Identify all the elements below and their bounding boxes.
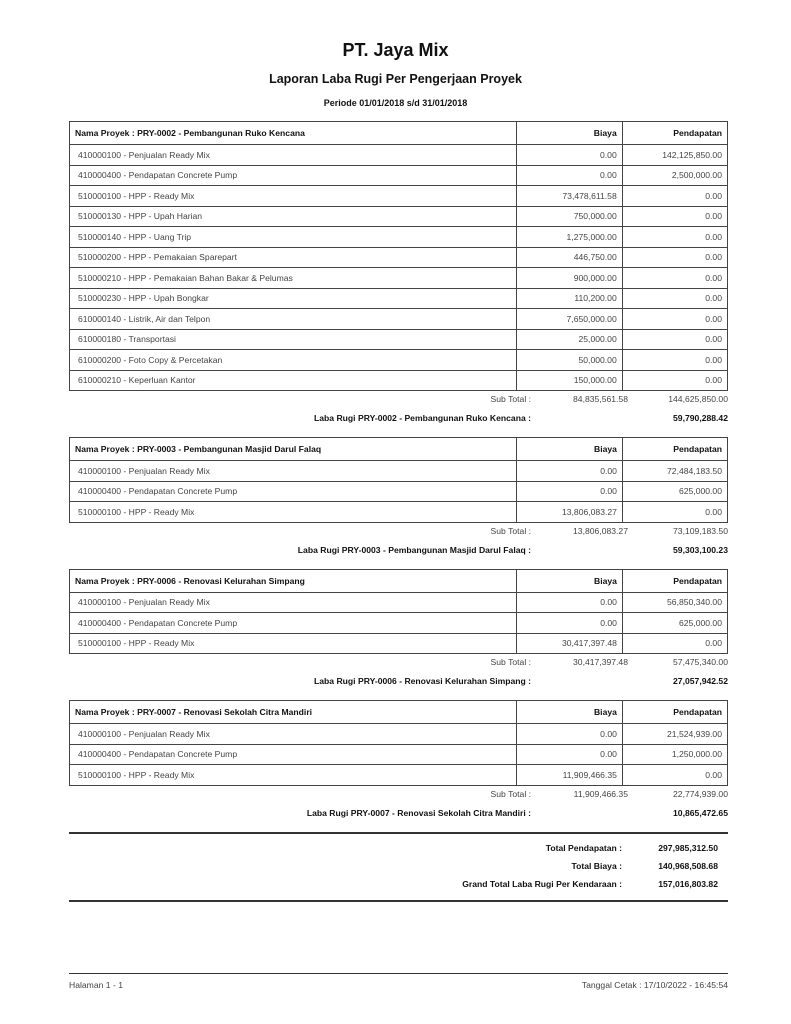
pendapatan-value: 0.00 xyxy=(622,329,727,350)
column-header-biaya: Biaya xyxy=(516,438,622,461)
biaya-value: 0.00 xyxy=(516,592,622,613)
report-body xyxy=(69,121,728,902)
pendapatan-value: 625,000.00 xyxy=(622,481,727,502)
subtotal-pendapatan: 73,109,183.50 xyxy=(673,525,728,536)
table-row xyxy=(70,724,728,745)
table-row xyxy=(70,481,728,502)
laba-rugi-label: Laba Rugi PRY-0007 - Renovasi Sekolah Citra Mandiri : xyxy=(306,807,531,818)
biaya-value: 750,000.00 xyxy=(516,206,622,227)
pendapatan-value: 21,524,939.00 xyxy=(622,724,727,745)
subtotal-biaya: 84,835,561.58 xyxy=(573,394,628,404)
subtotal-pendapatan: 144,625,850.00 xyxy=(668,394,728,404)
biaya-value: 1,275,000.00 xyxy=(516,227,622,248)
account-name: 410000100 - Penjualan Ready Mix xyxy=(70,461,517,482)
subtotal-row xyxy=(69,786,728,802)
biaya-value: 0.00 xyxy=(516,481,622,502)
biaya-value: 25,000.00 xyxy=(516,329,622,350)
grand-total-value: 157,016,803.82 xyxy=(658,878,718,889)
project-title: Nama Proyek : PRY-0007 - Renovasi Sekolah Citra Mandiri xyxy=(70,701,517,724)
subtotal-biaya: 11,909,466.35 xyxy=(573,788,628,799)
biaya-value: 73,478,611.58 xyxy=(516,186,622,207)
pendapatan-value: 2,500,000.00 xyxy=(622,165,727,186)
column-header-biaya: Biaya xyxy=(516,569,622,592)
account-name: 510000130 - HPP - Upah Harian xyxy=(70,206,517,227)
column-header-biaya: Biaya xyxy=(516,701,622,724)
print-date: Tanggal Cetak : 17/10/2022 - 16:45:54 xyxy=(581,980,728,990)
table-row xyxy=(70,765,728,786)
biaya-value: 0.00 xyxy=(516,744,622,765)
laba-rugi-row xyxy=(69,539,728,561)
column-header-pendapatan: Pendapatan xyxy=(622,122,727,145)
subtotal-biaya: 13,806,083.27 xyxy=(573,525,628,536)
table-row xyxy=(70,633,728,654)
total-biaya-label: Total Biaya : xyxy=(571,860,622,871)
subtotal-label: Sub Total : xyxy=(490,788,531,799)
biaya-value: 0.00 xyxy=(516,613,622,634)
account-name: 510000100 - HPP - Ready Mix xyxy=(70,502,517,523)
pendapatan-value: 0.00 xyxy=(622,288,727,309)
project-title: Nama Proyek : PRY-0006 - Renovasi Kelurahan Simpang xyxy=(70,569,517,592)
table-row xyxy=(70,206,728,227)
table-row xyxy=(70,145,728,166)
project-summary xyxy=(69,523,728,561)
table-row xyxy=(70,329,728,350)
laba-rugi-value: 10,865,472.65 xyxy=(673,807,728,818)
project-section xyxy=(69,700,728,824)
total-pendapatan-value: 297,985,312.50 xyxy=(658,842,718,853)
pendapatan-value: 0.00 xyxy=(622,186,727,207)
project-section xyxy=(69,569,728,693)
account-name: 410000400 - Pendapatan Concrete Pump xyxy=(70,744,517,765)
pendapatan-value: 142,125,850.00 xyxy=(622,145,727,166)
account-name: 510000210 - HPP - Pemakaian Bahan Bakar & Pelumas xyxy=(70,268,517,289)
pendapatan-value: 625,000.00 xyxy=(622,613,727,634)
account-name: 410000100 - Penjualan Ready Mix xyxy=(70,145,517,166)
account-name: 410000100 - Penjualan Ready Mix xyxy=(70,592,517,613)
subtotal-pendapatan: 22,774,939.00 xyxy=(673,788,728,799)
pendapatan-value: 0.00 xyxy=(622,350,727,371)
pendapatan-value: 72,484,183.50 xyxy=(622,461,727,482)
biaya-value: 900,000.00 xyxy=(516,268,622,289)
biaya-value: 11,909,466.35 xyxy=(516,765,622,786)
subtotal-pendapatan: 57,475,340.00 xyxy=(673,657,728,667)
pendapatan-value: 1,250,000.00 xyxy=(622,744,727,765)
project-title: Nama Proyek : PRY-0003 - Pembangunan Masjid Darul Falaq xyxy=(70,438,517,461)
project-table xyxy=(69,121,728,391)
account-name: 510000100 - HPP - Ready Mix xyxy=(70,186,517,207)
table-row xyxy=(70,288,728,309)
pendapatan-value: 0.00 xyxy=(622,227,727,248)
table-row xyxy=(70,370,728,391)
total-biaya-value: 140,968,508.68 xyxy=(658,860,718,871)
biaya-value: 13,806,083.27 xyxy=(516,502,622,523)
laba-rugi-value: 27,057,942.52 xyxy=(673,676,728,686)
biaya-value: 7,650,000.00 xyxy=(516,309,622,330)
account-name: 410000400 - Pendapatan Concrete Pump xyxy=(70,481,517,502)
laba-rugi-label: Laba Rugi PRY-0003 - Pembangunan Masjid Darul Falaq : xyxy=(297,544,531,555)
laba-rugi-row xyxy=(69,407,728,429)
subtotal-label: Sub Total : xyxy=(490,657,531,667)
pendapatan-value: 0.00 xyxy=(622,268,727,289)
biaya-value: 110,200.00 xyxy=(516,288,622,309)
total-pendapatan-row xyxy=(69,839,728,857)
table-row xyxy=(70,744,728,765)
total-biaya-row xyxy=(69,857,728,875)
column-header-pendapatan: Pendapatan xyxy=(622,569,727,592)
subtotal-biaya: 30,417,397.48 xyxy=(573,657,628,667)
table-row xyxy=(70,461,728,482)
grand-totals xyxy=(69,832,728,902)
column-header-pendapatan: Pendapatan xyxy=(622,438,727,461)
laba-rugi-row xyxy=(69,670,728,692)
biaya-value: 446,750.00 xyxy=(516,247,622,268)
report-title: Laporan Laba Rugi Per Pengerjaan Proyek xyxy=(269,72,522,86)
project-header-row xyxy=(70,701,728,724)
account-name: 610000200 - Foto Copy & Percetakan xyxy=(70,350,517,371)
table-row xyxy=(70,350,728,371)
project-section xyxy=(69,121,728,429)
company-name: PT. Jaya Mix xyxy=(342,40,449,60)
laba-rugi-label: Laba Rugi PRY-0002 - Pembangunan Ruko Kencana : xyxy=(314,413,531,423)
table-row xyxy=(70,165,728,186)
account-name: 410000100 - Penjualan Ready Mix xyxy=(70,724,517,745)
account-name: 510000100 - HPP - Ready Mix xyxy=(70,765,517,786)
account-name: 610000140 - Listrik, Air dan Telpon xyxy=(70,309,517,330)
project-summary xyxy=(69,391,728,429)
pendapatan-value: 56,850,340.00 xyxy=(622,592,727,613)
subtotal-label: Sub Total : xyxy=(490,525,531,536)
laba-rugi-label: Laba Rugi PRY-0006 - Renovasi Kelurahan Simpang : xyxy=(314,676,531,686)
laba-rugi-value: 59,790,288.42 xyxy=(673,413,728,423)
project-section xyxy=(69,437,728,561)
account-name: 410000400 - Pendapatan Concrete Pump xyxy=(70,165,517,186)
table-row xyxy=(70,592,728,613)
column-header-biaya: Biaya xyxy=(516,122,622,145)
grand-total-label: Grand Total Laba Rugi Per Kendaraan : xyxy=(462,878,622,889)
page-number: Halaman 1 - 1 xyxy=(69,980,123,990)
project-table xyxy=(69,700,728,786)
biaya-value: 0.00 xyxy=(516,724,622,745)
project-table xyxy=(69,437,728,523)
subtotal-row xyxy=(69,391,728,407)
table-row xyxy=(70,227,728,248)
account-name: 510000100 - HPP - Ready Mix xyxy=(70,633,517,654)
project-header-row xyxy=(70,569,728,592)
subtotal-row xyxy=(69,523,728,539)
biaya-value: 0.00 xyxy=(516,165,622,186)
account-name: 510000230 - HPP - Upah Bongkar xyxy=(70,288,517,309)
project-summary xyxy=(69,786,728,824)
table-row xyxy=(70,268,728,289)
biaya-value: 50,000.00 xyxy=(516,350,622,371)
page-footer xyxy=(69,973,728,990)
project-header-row xyxy=(70,122,728,145)
project-summary xyxy=(69,654,728,692)
account-name: 610000210 - Keperluan Kantor xyxy=(70,370,517,391)
report-period: Periode 01/01/2018 s/d 31/01/2018 xyxy=(323,98,468,108)
pendapatan-value: 0.00 xyxy=(622,633,727,654)
pendapatan-value: 0.00 xyxy=(622,765,727,786)
pendapatan-value: 0.00 xyxy=(622,370,727,391)
project-title: Nama Proyek : PRY-0002 - Pembangunan Ruko Kencana xyxy=(70,122,517,145)
biaya-value: 30,417,397.48 xyxy=(516,633,622,654)
grand-total-row xyxy=(69,875,728,893)
account-name: 510000140 - HPP - Uang Trip xyxy=(70,227,517,248)
account-name: 510000200 - HPP - Pemakaian Sparepart xyxy=(70,247,517,268)
column-header-pendapatan: Pendapatan xyxy=(622,701,727,724)
pendapatan-value: 0.00 xyxy=(622,247,727,268)
subtotal-label: Sub Total : xyxy=(490,394,531,404)
laba-rugi-value: 59,303,100.23 xyxy=(673,544,728,555)
account-name: 610000180 - Transportasi xyxy=(70,329,517,350)
account-name: 410000400 - Pendapatan Concrete Pump xyxy=(70,613,517,634)
table-row xyxy=(70,186,728,207)
table-row xyxy=(70,247,728,268)
pendapatan-value: 0.00 xyxy=(622,309,727,330)
subtotal-row xyxy=(69,654,728,670)
total-pendapatan-label: Total Pendapatan : xyxy=(545,842,622,853)
biaya-value: 0.00 xyxy=(516,145,622,166)
biaya-value: 150,000.00 xyxy=(516,370,622,391)
table-row xyxy=(70,502,728,523)
table-row xyxy=(70,613,728,634)
pendapatan-value: 0.00 xyxy=(622,502,727,523)
laba-rugi-row xyxy=(69,802,728,824)
project-table xyxy=(69,569,728,655)
pendapatan-value: 0.00 xyxy=(622,206,727,227)
project-header-row xyxy=(70,438,728,461)
table-row xyxy=(70,309,728,330)
biaya-value: 0.00 xyxy=(516,461,622,482)
